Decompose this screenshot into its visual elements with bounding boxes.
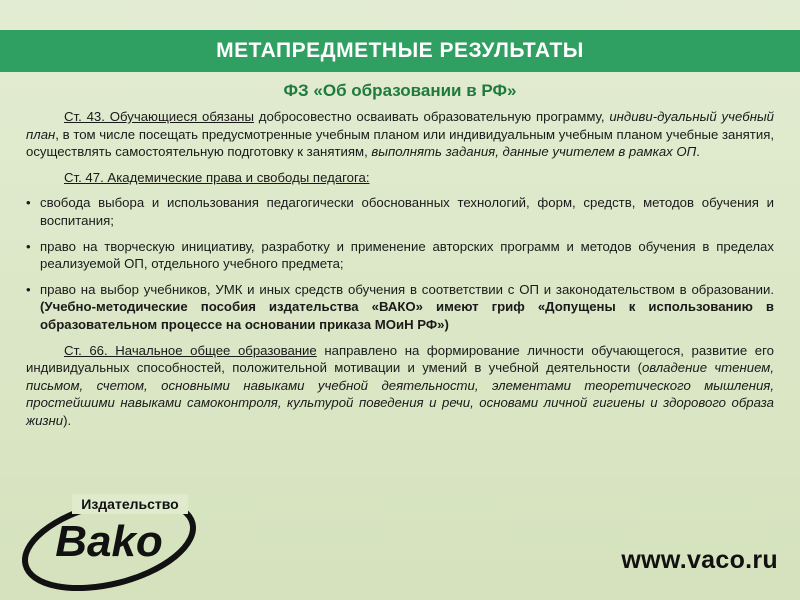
article-66-italic: овладение чтением, письмом, счетом, основными навыками учебной деятельности, элементами теоретического мышления, простейшими навыками самоконтроля, культурой поведения и речи, основами личной гигиены и здорового образа жизни: [26, 360, 774, 428]
paragraph-article-47: [26, 169, 774, 187]
list-item: [26, 238, 774, 273]
publisher-logo: [14, 492, 219, 592]
article-43-italic-1: индиви-дуальный учебный план: [26, 109, 775, 142]
article-47-ref: Ст. 47. Академические права и свободы педагога:: [64, 169, 370, 185]
section-subtitle: ФЗ «Об образовании в РФ»: [283, 81, 517, 100]
article-66-text-1: направлено на формирование личности обучающегося, развитие его индивидуальных способностей, положительной мотивации и умений в учебной деятельности (: [26, 342, 774, 376]
bullet-text-3-bold: (Учебно-методические пособия издательства «ВАКО» имеют гриф «Допущены к использованию в образовательном процессе на основании приказа МОиН РФ»): [40, 299, 774, 332]
article-43-ref: Ст. 43. Обучающиеся обязаны: [64, 109, 254, 124]
article-66-ref: Ст. 66. Начальное общее образование: [64, 342, 317, 358]
page-title: МЕТАПРЕДМЕТНЫЕ РЕЗУЛЬТАТЫ: [216, 39, 584, 62]
website-link[interactable]: www.vaco.ru: [621, 546, 778, 574]
list-item: [26, 194, 774, 229]
bullet-glyph: •: [26, 281, 31, 297]
article-43-italic-2: выполнять задания, данные учителем в рамках ОП: [371, 144, 697, 160]
bullet-text-3: право на выбор учебников, УМК и иных средств обучения в соответствии с ОП и законодательством в образовании.: [40, 281, 774, 297]
article-43-text-1: добросовестно осваивать образовательную программу,: [253, 109, 610, 124]
bullet-text-1: свобода выбора и использования педагогически обоснованных технологий, форм, средств, методов обучения и воспитания;: [40, 195, 774, 228]
list-item: [26, 281, 774, 334]
paragraph-article-43: [26, 108, 774, 161]
article-66-text-2: ).: [63, 412, 72, 428]
paragraph-article-66: [26, 342, 774, 430]
article-43-text-2: , в том числе посещать предусмотренные учебным планом или индивидуальным учебным планом учебные занятия, осуществлять самостоятельную подготовку к занятиям,: [26, 126, 774, 160]
logo-top-text: Издательство: [81, 496, 179, 512]
bullet-glyph: •: [26, 195, 31, 211]
logo-main-text: Bako: [55, 517, 163, 566]
bullet-text-2: право на творческую инициативу, разработку и применение авторских программ и методов обучения в пределах реализуемой ОП, отдельного учебного предмета;: [40, 238, 774, 272]
article-43-text-3: .: [696, 144, 700, 160]
body-text: [26, 108, 774, 438]
bullet-glyph: •: [26, 238, 31, 254]
